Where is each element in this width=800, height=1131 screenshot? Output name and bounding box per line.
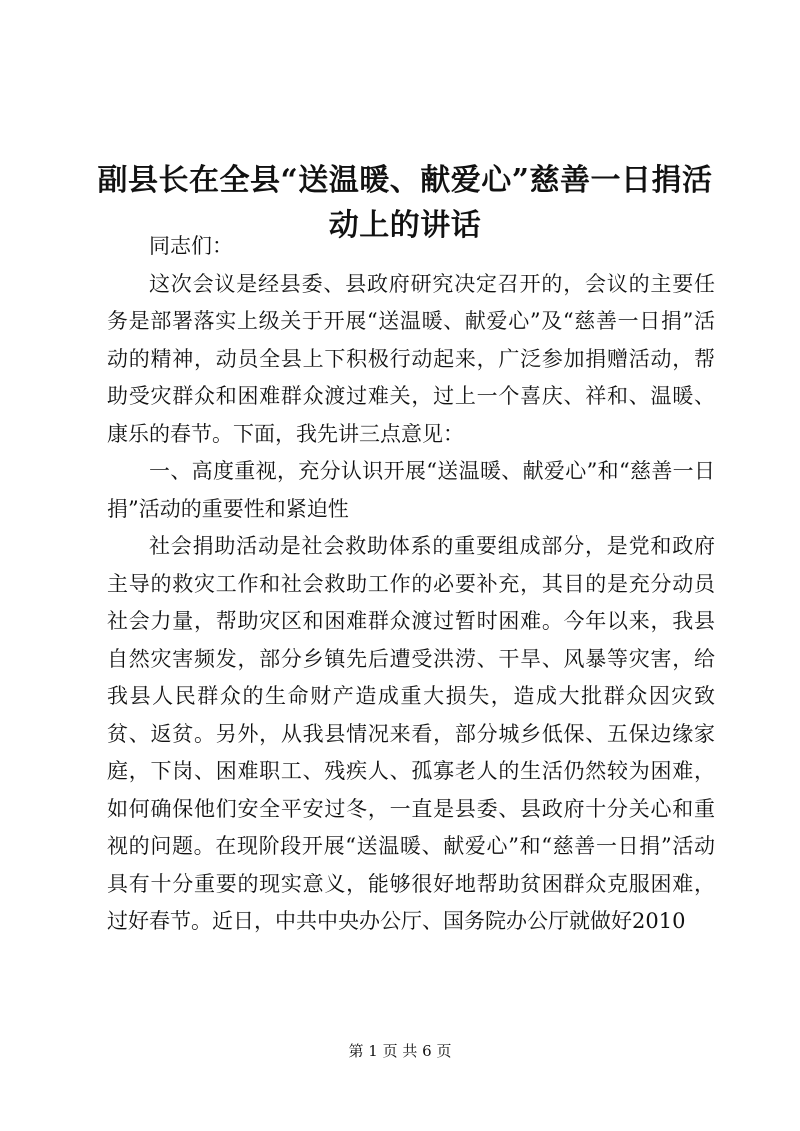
body-paragraph: 社会捐助活动是社会救助体系的重要组成部分，是党和政府主导的救灾工作和社会救助工作的必要补充，其目的是充分动员社会力量，帮助灾区和困难群众渡过暂时困难。今年以来，我县自然灾害频发，部分乡镇先后遭受洪涝、干旱、风暴等灾害，给我县人民群众的生命财产造成重大损失，造成大批群众因灾致贫、返贫。另外，从我县情况来看，部分城乡低保、五保边缘家庭，下岗、困难职工、残疾人、孤寡老人的生活仍然较为困难，如何确保他们安全平安过冬，一直是县委、县政府十分关心和重视的问题。在现阶段开展“送温暖、献爱心”和“慈善一日捐”活动具有十分重要的现实意义，能够很好地帮助贫困群众克服困难，过好春节。近日，中共中央办公厅、国务院办公厅就做好2010 bbox=[107, 534, 715, 933]
intro-paragraph: 这次会议是经县委、县政府研究决定召开的，会议的主要任务是部署落实上级关于开展“送温暖、献爱心”及“慈善一日捐”活动的精神，动员全县上下积极行动起来，广泛参加捐赠活动，帮助受灾群众和困难群众渡过难关，过上一个喜庆、祥和、温暖、康乐的春节。下面，我先讲三点意见： bbox=[107, 271, 715, 446]
page-footer: 第 1 页 共 6 页 bbox=[348, 1042, 452, 1060]
document-body bbox=[107, 228, 715, 941]
page-title: 副县长在全县“送温暖、献爱心”慈善一日捐活动上的讲话 bbox=[97, 163, 713, 244]
salutation-paragraph: 同志们： bbox=[149, 234, 233, 258]
section-heading-paragraph: 一、高度重视，充分认识开展“送温暖、献爱心”和“慈善一日捐”活动的重要性和紧迫性 bbox=[107, 459, 715, 521]
